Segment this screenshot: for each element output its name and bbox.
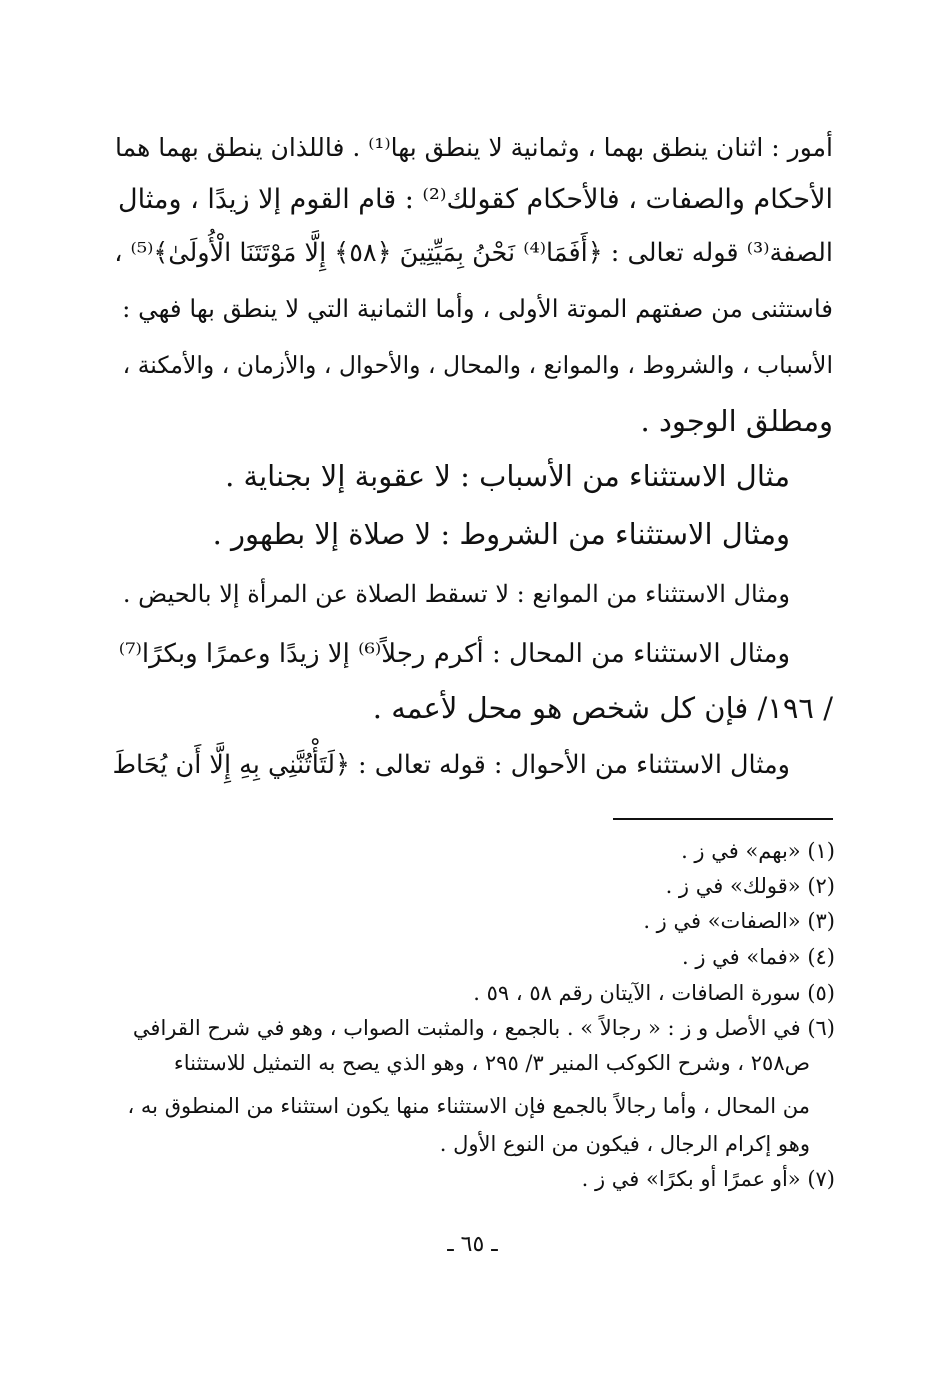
footnote-6: (٦) في الأصل و ز : « رجالاً » . بالجمع ، والمثبت الصواب ، وهو في شرح القرافي — [132, 1016, 835, 1040]
body-line-5: الأسباب ، والشروط ، والموانع ، والمحال ، والأحوال ، والأزمان ، والأمكنة ، — [122, 351, 833, 379]
body-line-1: أمور : اثنان ينطق بهما ، وثمانية لا ينطق بها⁽¹⁾ . فاللذان ينطق بهما هما — [115, 133, 833, 162]
footnote-6-cont-2: من المحال ، وأما رجالاً بالجمع فإن الاستثناء منها يكون استثناء من المنطوق به ، — [127, 1094, 810, 1118]
example-impediments: ومثال الاستثناء من الموانع : لا تسقط الصلاة عن المرأة إلا بالحيض . — [122, 580, 790, 608]
footnote-4: (٤) «فما» في ز . — [681, 945, 835, 969]
footnote-7: (٧) «أو عمرًا أو بكرًا» في ز . — [581, 1167, 835, 1191]
example-states: ومثال الاستثناء من الأحوال : قوله تعالى : ﴿لَتَأْتُنَّنِي بِهِ إِلَّا أَن يُحَاطَ — [112, 750, 790, 780]
footnote-divider — [613, 818, 833, 820]
footnote-2: (٢) «قولك» في ز . — [665, 874, 835, 898]
footnote-6-cont-1: ص٢٥٨ ، وشرح الكوكب المنير ٣/ ٢٩٥ ، وهو الذي يصح به التمثيل للاستثناء — [173, 1051, 810, 1075]
example-conditions: ومثال الاستثناء من الشروط : لا صلاة إلا بطهور . — [212, 517, 790, 551]
footnote-3: (٣) «الصفات» في ز . — [643, 909, 835, 933]
example-places-cont: / ١٩٦/ فإن كل شخص هو محل لأعمه . — [372, 691, 833, 725]
footnote-6-cont-3: وهو إكرام الرجال ، فيكون من النوع الأول . — [439, 1132, 810, 1156]
body-line-4: فاستثنى من صفتهم الموتة الأولى ، وأما الثمانية التي لا ينطق بها فهي : — [122, 294, 833, 323]
example-causes: مثال الاستثناء من الأسباب : لا عقوبة إلا بجناية . — [225, 459, 790, 493]
body-line-2: الأحكام والصفات ، فالأحكام كقولك⁽²⁾ : قام القوم إلا زيدًا ، ومثال — [118, 184, 833, 215]
body-line-3: الصفة⁽³⁾ قوله تعالى : ﴿أَفَمَا⁽⁴⁾ نَحْنُ بِمَيِّتِينَ ﴿٥٨﴾ إِلَّا مَوْتَتَنَا الْأُولَىٰ﴾⁽⁵⁾ ، — [114, 238, 833, 268]
footnote-5: (٥) سورة الصافات ، الآيتان رقم ٥٨ ، ٥٩ . — [473, 981, 835, 1005]
page-number: ـ ٦٥ ـ — [447, 1232, 498, 1257]
example-places: ومثال الاستثناء من المحال : أكرم رجلاً⁽⁶⁾ إلا زيدًا وعمرًا وبكرًا⁽⁷⁾ — [118, 639, 790, 669]
footnote-1: (١) «بهم» في ز . — [681, 839, 835, 863]
body-line-6: ومطلق الوجود . — [640, 404, 833, 438]
